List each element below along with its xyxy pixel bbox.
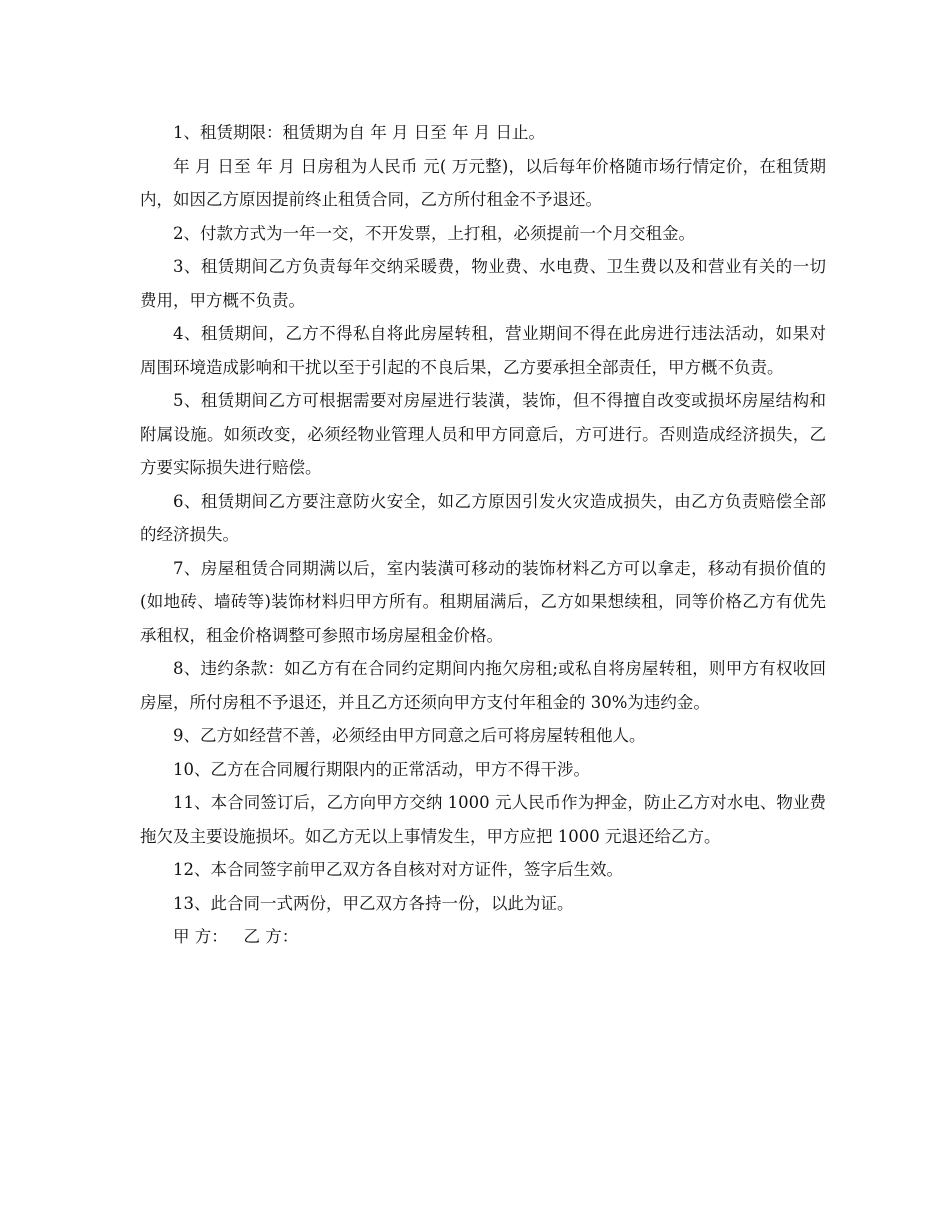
clause-10-activities: 10、乙方在合同履行期限内的正常活动，甲方不得干涉。 bbox=[173, 759, 590, 779]
clause-13-copies: 13、此合同一式两份，甲乙双方各持一份，以此为证。 bbox=[173, 893, 574, 913]
clause-7-expiry: 7、房屋租赁合同期满以后，室内装潢可移动的装饰材料乙方可以拿走，移动有损价值的(如地砖、墙砖等)装饰材料归甲方所有。租期届满后，乙方如果想续租，同等价格乙方有优先承租权，租金价格调整可参照市场房屋租金价格。 bbox=[140, 558, 826, 645]
clause-rent-amount: 年 月 日至 年 月 日房租为人民币 元( 万元整)，以后每年价格随市场行情定价，在租赁期内，如因乙方原因提前终止租赁合同，乙方所付租金不予退还。 bbox=[140, 156, 826, 209]
clause-4-sublet: 4、租赁期间，乙方不得私自将此房屋转租，营业期间不得在此房进行违法活动，如果对周围环境造成影响和干扰以至于引起的不良后果，乙方要承担全部责任，甲方概不负责。 bbox=[140, 324, 826, 377]
clause-6-fire-safety: 6、租赁期间乙方要注意防火安全，如乙方原因引发火灾造成损失，由乙方负责赔偿全部的经济损失。 bbox=[140, 491, 826, 544]
clause-5-decoration: 5、租赁期间乙方可根据需要对房屋进行装潢，装饰，但不得擅自改变或损坏房屋结构和附属设施。如须改变，必须经物业管理人员和甲方同意后，方可进行。否则造成经济损失，乙方要实际损失进行赔偿。 bbox=[140, 391, 826, 477]
clause-11-deposit: 11、本合同签订后，乙方向甲方交纳 1000 元人民币作为押金，防止乙方对水电、物业费拖欠及主要设施损坏。如乙方无以上事情发生，甲方应把 1000 元退还给乙方。 bbox=[140, 793, 826, 846]
clause-2-payment: 2、付款方式为一年一交，不开发票，上打租，必须提前一个月交租金。 bbox=[173, 223, 695, 243]
clause-12-verification: 12、本合同签字前甲乙双方各自核对对方证件，签字后生效。 bbox=[173, 860, 623, 879]
party-b-signature-label: 乙 方： bbox=[243, 927, 299, 946]
signature-row bbox=[140, 920, 826, 954]
party-a-signature-label: 甲 方： bbox=[173, 927, 228, 946]
clause-3-fees: 3、租赁期间乙方负责每年交纳采暖费，物业费、水电费、卫生费以及和营业有关的一切费用，甲方概不负责。 bbox=[140, 257, 826, 310]
clause-1-lease-term: 1、租赁期限：租赁期为自 年 月 日至 年 月 日止。 bbox=[173, 123, 545, 142]
clause-9-transfer: 9、乙方如经营不善，必须经由甲方同意之后可将房屋转租他人。 bbox=[173, 726, 646, 745]
clause-8-breach: 8、违约条款：如乙方有在合同约定期间内拖欠房租;或私自将房屋转租，则甲方有权收回房屋，所付房租不予退还，并且乙方还须向甲方支付年租金的 30%为违约金。 bbox=[140, 659, 826, 712]
contract-body bbox=[140, 116, 826, 954]
